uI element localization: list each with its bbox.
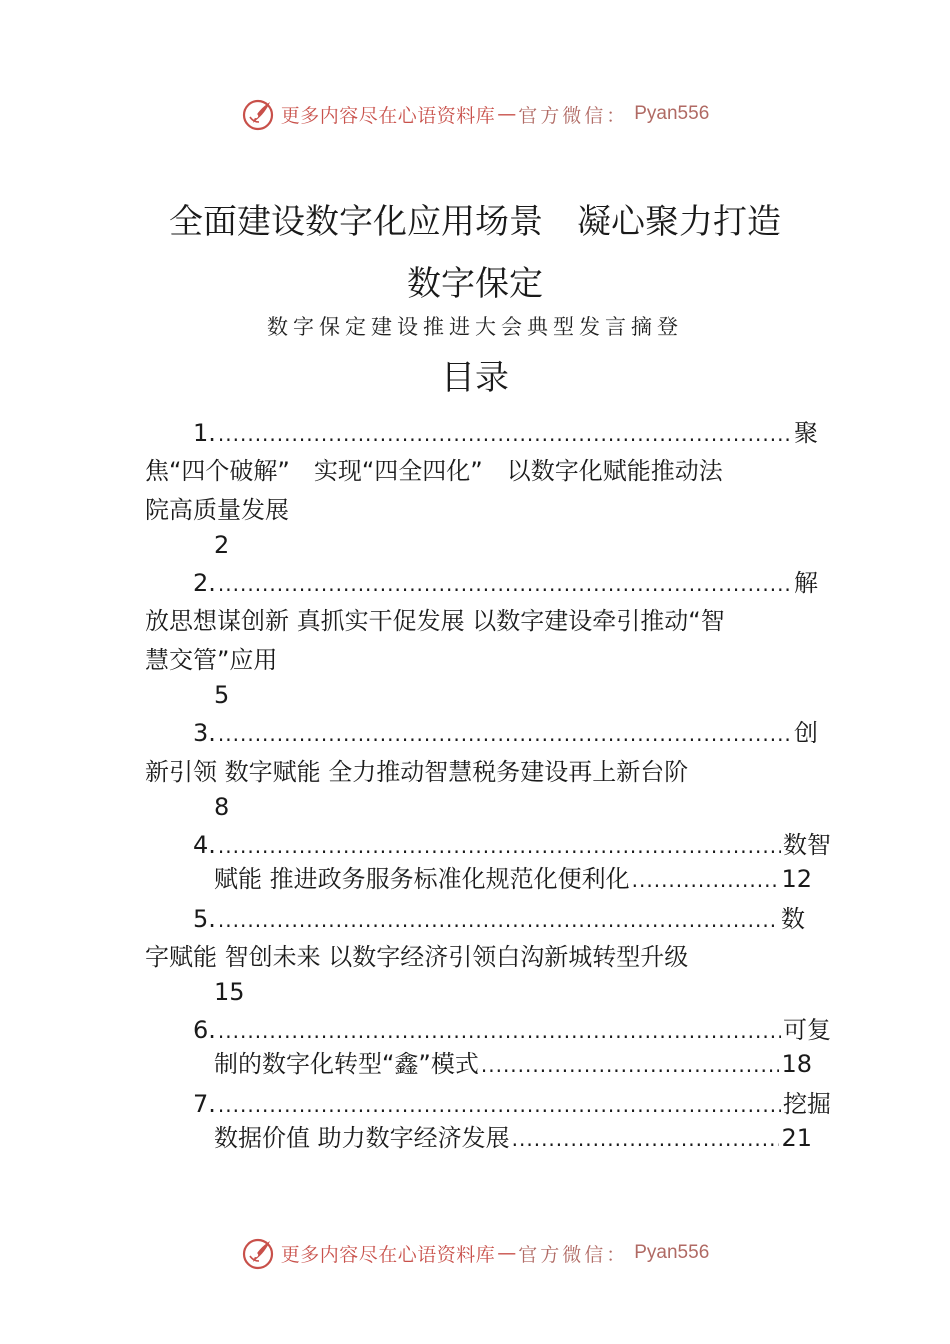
toc-entry-head: 数智: [783, 831, 831, 859]
toc-entry-number: 1.: [193, 419, 216, 447]
toc-entry-head: 创: [794, 719, 818, 747]
toc-leader-dots: [218, 829, 781, 863]
toc-entry-page: 18: [781, 1050, 812, 1078]
toc-entry-4[interactable]: [193, 828, 831, 863]
toc-entry-head: 解: [794, 569, 818, 597]
document-subtitle: 数字保定建设推进大会典型发言摘登: [267, 315, 683, 339]
toc-entry-number: 6.: [193, 1016, 216, 1044]
toc-entry-4-cont: [214, 862, 812, 897]
toc-entry-number: 5.: [193, 905, 216, 933]
toc-entry-page: 21: [781, 1124, 812, 1152]
banner-wechat-id: Pyan556: [634, 103, 710, 124]
banner-official-label: 官方微信：: [518, 104, 629, 127]
banner-separator: —: [497, 103, 517, 125]
toc-entry-text: 放思想谋创新 真抓实干促发展 以数字建设牵引推动“智: [145, 607, 725, 635]
toc-leader-dots: [218, 417, 792, 451]
banner-text: 更多内容尽在心语资料库: [280, 1243, 496, 1266]
toc-entry-1[interactable]: [193, 416, 818, 451]
toc-entry-text: 新引领 数字赋能 全力推动智慧税务建设再上新台阶: [145, 758, 689, 786]
toc-entry-head: 挖掘: [783, 1090, 831, 1118]
toc-entry-text: 赋能 推进政务服务标准化规范化便利化: [214, 865, 630, 893]
footer-banner: [0, 1233, 950, 1273]
toc-leader-dots: [218, 567, 792, 601]
toc-entry-head: 聚: [794, 419, 818, 447]
toc-heading: 目录: [441, 358, 509, 398]
banner-text: 更多内容尽在心语资料库: [280, 104, 496, 127]
document-title-line2: 数字保定: [407, 264, 543, 304]
toc-entry-text: 院高质量发展: [145, 496, 289, 524]
toc-entry-page: 8: [214, 793, 230, 821]
toc-entry-7-cont: [214, 1121, 812, 1156]
toc-entry-number: 7.: [193, 1090, 216, 1118]
toc-leader-dots: [218, 903, 779, 937]
banner-wechat-id: Pyan556: [634, 1242, 710, 1263]
banner-official-label: 官方微信：: [518, 1243, 629, 1266]
toc-leader-dots: [218, 717, 792, 751]
toc-leader-dots: [218, 1088, 781, 1122]
toc-entry-number: 3.: [193, 719, 216, 747]
toc-leader-dots: [512, 1122, 780, 1156]
toc-entry-head: 数: [781, 905, 805, 933]
toc-entry-number: 2.: [193, 569, 216, 597]
toc-entry-page: 15: [214, 978, 245, 1006]
toc-entry-3[interactable]: [193, 716, 818, 751]
document-title-line1: 全面建设数字化应用场景 凝心聚力打造: [169, 202, 781, 242]
toc-entry-page: 5: [214, 681, 230, 709]
toc-entry-6[interactable]: [193, 1013, 831, 1048]
toc-entry-7[interactable]: [193, 1087, 831, 1122]
toc-entry-text: 字赋能 智创未来 以数字经济引领白沟新城转型升级: [145, 943, 689, 971]
toc-entry-number: 4.: [193, 831, 216, 859]
toc-entry-page: 2: [214, 531, 230, 559]
toc-entry-head: 可复: [783, 1016, 831, 1044]
toc-entry-2[interactable]: [193, 566, 818, 601]
toc-entry-5[interactable]: [193, 902, 805, 937]
toc-entry-text: 数据价值 助力数字经济发展: [214, 1124, 510, 1152]
banner-separator: —: [497, 1242, 517, 1264]
toc-leader-dots: [481, 1048, 780, 1082]
toc-entry-page: 12: [781, 865, 812, 893]
toc-leader-dots: [218, 1014, 781, 1048]
toc-entry-text: 慧交管”应用: [145, 646, 278, 674]
toc-entry-text: 焦“四个破解” 实现“四全四化” 以数字化赋能推动法: [145, 457, 723, 485]
quill-logo-icon: [241, 1236, 275, 1270]
toc-entry-6-cont: [214, 1047, 812, 1082]
toc-entry-text: 制的数字化转型“鑫”模式: [214, 1050, 479, 1078]
toc-leader-dots: [632, 863, 780, 897]
